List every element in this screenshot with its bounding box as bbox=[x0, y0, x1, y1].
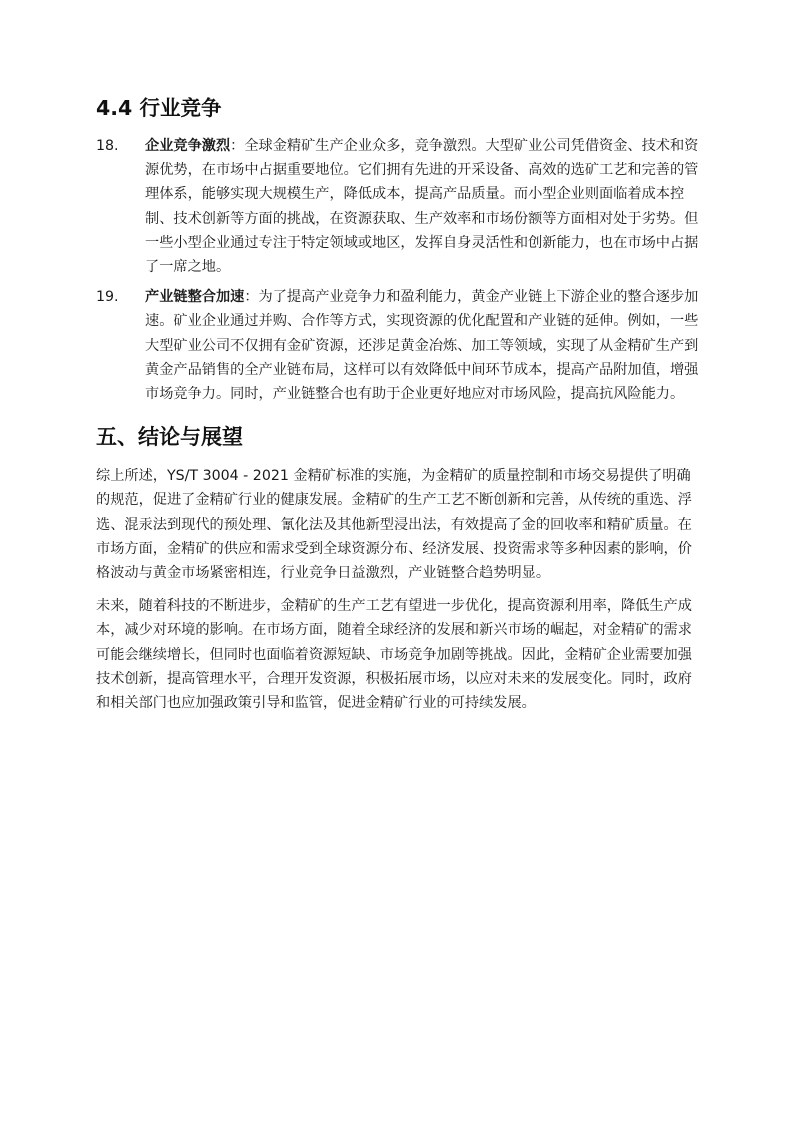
paragraph: 未来，随着科技的不断进步，金精矿的生产工艺有望进一步优化，提高资源利用率，降低生产成本，减少对环境的影响。在市场方面，随着全球经济的发展和新兴市场的崛起，对金精矿的需求可能会继续增长，但同时也面临着资源短缺、市场竞争加剧等挑战。因此，金精矿企业需要加强技术创新，提高管理水平，合理开发资源，积极拓展市场，以应对未来的发展变化。同时，政府和相关部门也应加强政策引导和监管，促进金精矿行业的可持续发展。 bbox=[96, 598, 692, 712]
list-item-body bbox=[145, 285, 700, 406]
list-item-text: 为了提高产业竞争力和盈利能力，黄金产业链上下游企业的整合逐步加速。矿业企业通过并购、合作等方式，实现资源的优化配置和产业链的延伸。例如，一些大型矿业公司不仅拥有金矿资源，还涉足黄金冶炼、加工等领域，实现了从金精矿生产到黄金产品销售的全产业链布局，这样可以有效降低中间环节成本，提高产品附加值，增强市场竞争力。同时，产业链整合也有助于企业更好地应对市场风险，提高抗风险能力。 bbox=[145, 289, 699, 403]
list-item-number: 18. bbox=[96, 138, 119, 154]
list-item-term: 企业竞争激烈 bbox=[145, 138, 231, 154]
list-item-separator: ： bbox=[230, 138, 245, 154]
list-item bbox=[96, 285, 700, 406]
paragraph: 综上所述，YS/T 3004 - 2021 金精矿标准的实施，为金精矿的质量控制和市场交易提供了明确的规范，促进了金精矿行业的健康发展。金精矿的生产工艺不断创新和完善，从传统的重选、浮选、混汞法到现代的预处理、氰化法及其他新型浸出法，有效提高了金的回收率和精矿质量。在市场方面，金精矿的供应和需求受到全球资源分布、经济发展、投资需求等多种因素的影响，价格波动与黄金市场紧密相连，行业竞争日益激烈，产业链整合趋势明显。 bbox=[96, 468, 692, 582]
list-item bbox=[96, 134, 700, 279]
list-item-number: 19. bbox=[96, 289, 119, 306]
section-heading-5: 五、结论与展望 bbox=[96, 425, 243, 450]
document-page bbox=[96, 92, 700, 715]
list-item-body bbox=[145, 134, 700, 279]
list-item-text: 全球金精矿生产企业众多，竞争激烈。大型矿业公司凭借资金、技术和资源优势，在市场中占据重要地位。它们拥有先进的开采设备、高效的选矿工艺和完善的管理体系，能够实现大规模生产，降低成本，提高产品质量。而小型企业则面临着成本控制、技术创新等方面的挑战，在资源获取、生产效率和市场份额等方面相对处于劣势。但一些小型企业通过专注于特定领域或地区，发挥自身灵活性和创新能力，也在市场中占据了一席之地。 bbox=[145, 138, 699, 276]
numbered-list bbox=[96, 134, 700, 406]
section-heading-4-4: 4.4 行业竞争 bbox=[96, 96, 222, 120]
list-item-separator: ： bbox=[244, 289, 259, 306]
list-item-term: 产业链整合加速 bbox=[145, 289, 245, 306]
